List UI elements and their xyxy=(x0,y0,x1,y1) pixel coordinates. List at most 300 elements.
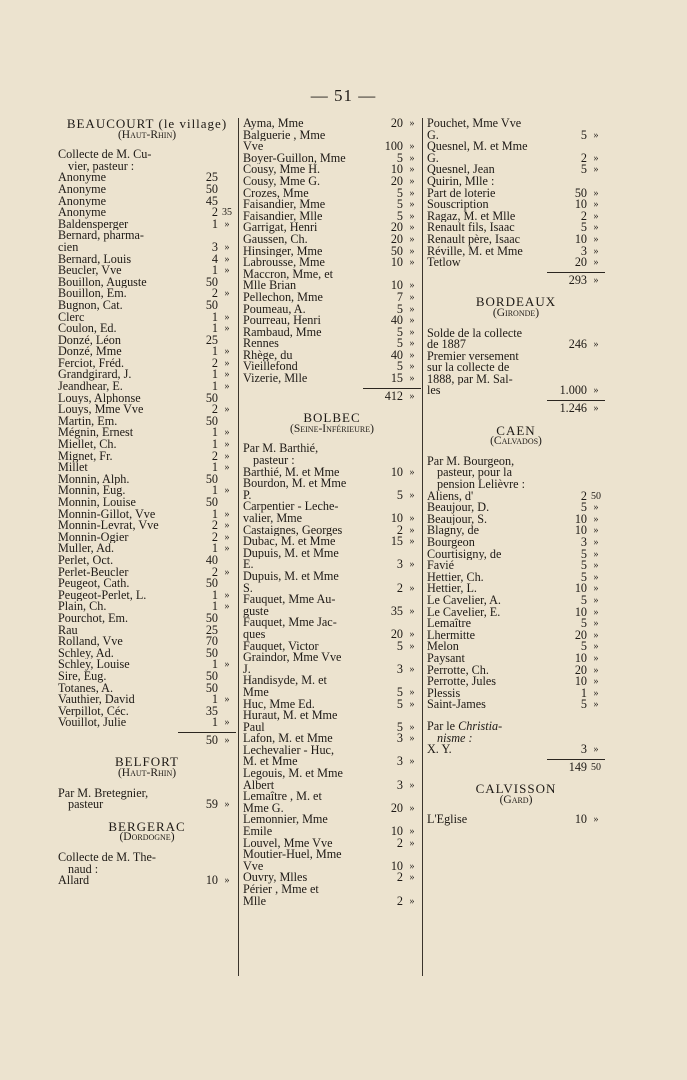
section-heading: CAEN xyxy=(496,422,536,438)
donor-name: Pourchot, Em. xyxy=(58,612,129,625)
donor-name: Rennes xyxy=(243,338,279,350)
donor-name: Monnin-Ogier xyxy=(58,531,129,544)
section-region: (Haut-Rhin) xyxy=(117,128,177,141)
amount-centimes: » xyxy=(224,311,230,323)
donor-name: Donzé, Léon xyxy=(58,334,121,347)
amount-francs: 5 xyxy=(580,162,587,177)
donor-row xyxy=(427,199,605,211)
amount-centimes: » xyxy=(224,357,230,369)
donor-row xyxy=(243,487,421,502)
donor-row xyxy=(58,497,236,509)
amount-centimes: » xyxy=(593,618,599,630)
amount-francs: 5 xyxy=(396,487,403,502)
amount-francs: 5 xyxy=(580,616,587,631)
section-total: 1.246 » xyxy=(547,400,605,415)
donor-name: Bourgeon xyxy=(427,537,475,549)
amount-francs: 1.000 xyxy=(559,383,587,398)
section-heading: BOLBEC xyxy=(303,410,361,426)
amount-francs: 7 xyxy=(396,289,403,304)
amount-francs: 1 xyxy=(211,425,218,440)
donor-row xyxy=(243,745,421,757)
amount-francs: 10 xyxy=(574,511,587,526)
section-region: (Dordogne) xyxy=(119,831,175,844)
amount-francs: 5 xyxy=(396,324,403,339)
donor-row xyxy=(243,872,421,884)
amount-francs: 1 xyxy=(211,216,218,231)
amount-centimes: » xyxy=(224,543,230,555)
amount-centimes: » xyxy=(593,629,599,641)
donor-name: Beaujour, D. xyxy=(427,502,490,514)
donor-row: Allard 10 » xyxy=(58,873,230,888)
amount-centimes: » xyxy=(224,659,230,671)
donor-name: de 1887 xyxy=(427,339,466,351)
amount-francs: 5 xyxy=(580,127,587,142)
donor-name: Lemaître , M. et xyxy=(243,791,322,803)
amount-francs: 1 xyxy=(211,599,218,614)
amount-centimes: » xyxy=(409,605,415,617)
amount-centimes: » xyxy=(593,245,599,257)
amount-centimes: » xyxy=(593,502,599,514)
amount-francs: 1 xyxy=(211,460,218,475)
donor-name: Dupuis, M. et Mme xyxy=(243,547,339,560)
donor-row xyxy=(58,230,236,242)
donor-row xyxy=(243,603,421,618)
amount-centimes: » xyxy=(224,323,230,335)
donor-name: Donzé, Mme xyxy=(58,346,122,358)
donor-name: Souscription xyxy=(427,199,489,211)
amount-francs: 50 xyxy=(205,680,218,695)
amount-francs: 100 xyxy=(384,139,403,154)
donor-row xyxy=(58,506,236,521)
amount-francs: 25 xyxy=(205,622,218,637)
donor-row xyxy=(243,733,421,745)
amount-francs: 35 xyxy=(390,603,403,618)
donor-name: Beucler, Vve xyxy=(58,265,122,277)
donor-row xyxy=(243,638,421,653)
donor-name: Barthié, M. et Mme xyxy=(243,466,340,479)
amount-centimes: » xyxy=(224,566,230,578)
donor-name: Monnin, Louise xyxy=(58,497,136,509)
section-total: 149 50 xyxy=(547,759,605,774)
amount-centimes: » xyxy=(224,450,230,462)
donor-name: Perrotte, Jules xyxy=(427,676,497,688)
amount-francs: 3 xyxy=(396,557,403,572)
amount-francs: 5 xyxy=(396,185,403,200)
donor-name: Rau xyxy=(58,624,78,637)
donor-name: Blagny, de xyxy=(427,525,480,537)
amount-francs: 5 xyxy=(580,569,587,584)
donor-name: Graindor, Mme Vve xyxy=(243,652,342,664)
amount-francs: 1 xyxy=(211,715,218,730)
amount-francs: 50 xyxy=(205,390,218,405)
amount-francs: 20 xyxy=(390,116,403,130)
donor-name: sur la collecte de xyxy=(427,362,510,374)
amount-francs: 5 xyxy=(396,719,403,734)
section-total: 50 » xyxy=(178,732,236,747)
amount-francs: 1 xyxy=(211,263,218,278)
donor-row xyxy=(58,239,236,254)
donor-name: Beaujour, S. xyxy=(427,513,488,526)
donor-name: Dupuis, M. et Mme xyxy=(243,570,339,583)
donor-row xyxy=(58,332,236,347)
amount-francs: 2 xyxy=(211,205,218,220)
amount-centimes: » xyxy=(409,199,415,211)
amount-francs: 20 xyxy=(390,800,403,815)
donor-row xyxy=(427,385,605,397)
amount-centimes: » xyxy=(409,291,415,303)
donor-name: Jeandhear, E. xyxy=(58,381,123,393)
amount-centimes: » xyxy=(409,686,415,698)
donor-name: Saint-James xyxy=(427,699,486,711)
amount-centimes: » xyxy=(409,628,415,640)
amount-centimes: » xyxy=(593,571,599,583)
amount-francs: 2 xyxy=(211,448,218,463)
donor-row xyxy=(58,390,236,405)
donor-name: Mlle xyxy=(243,895,267,908)
donor-name: Paysant xyxy=(427,652,465,665)
amount-francs: 10 xyxy=(574,604,587,619)
donor-name: Plessis xyxy=(427,687,461,700)
donor-row xyxy=(243,464,421,479)
amount-centimes: 35 xyxy=(222,207,232,219)
collecte-intro: Collecte de M. Cu- xyxy=(58,147,152,162)
amount-francs: 50 xyxy=(205,297,218,312)
donor-row xyxy=(427,525,605,537)
donor-name: Réville, M. et Mme xyxy=(427,245,523,258)
donor-row xyxy=(427,604,605,619)
amount-centimes: » xyxy=(593,257,599,269)
amount-francs: 2 xyxy=(396,580,403,595)
amount-centimes: » xyxy=(593,687,599,699)
donor-name: Tetlow xyxy=(427,257,461,269)
amount-francs: 2 xyxy=(580,488,587,503)
amount-francs: 40 xyxy=(205,552,218,567)
donor-name: Emile xyxy=(243,826,273,838)
donor-name: Totanes, A. xyxy=(58,682,113,695)
donor-row xyxy=(243,777,421,792)
amount-francs: 1 xyxy=(211,692,218,707)
donor-name: Ouvry, Mlles xyxy=(243,872,308,884)
amount-centimes: » xyxy=(409,559,415,571)
donor-name: G. xyxy=(427,152,439,165)
donor-name: Vizerie, Mlle xyxy=(243,373,308,385)
amount-francs: 50 xyxy=(205,413,218,428)
donor-name: Périer , Mme et xyxy=(243,884,319,896)
donor-row xyxy=(427,488,605,503)
collecte-intro: Collecte de M. The- xyxy=(58,850,156,865)
donor-name: Labrousse, Mme xyxy=(243,257,325,269)
amount-centimes: » xyxy=(224,346,230,358)
amount-francs: 10 xyxy=(390,464,403,479)
donor-row xyxy=(58,717,236,729)
donor-row: X. Y. 3 » xyxy=(427,742,599,757)
donor-row xyxy=(427,362,605,374)
amount-francs: 5 xyxy=(396,336,403,351)
amount-francs: 20 xyxy=(574,255,587,270)
amount-centimes: » xyxy=(224,589,230,601)
donor-name: Vieillefond xyxy=(243,361,298,374)
donor-name: Solde de la collecte xyxy=(427,327,523,340)
donor-name: Grandgirard, J. xyxy=(58,369,132,382)
section-heading: BEAUCOURT (le village) xyxy=(66,116,228,131)
donor-row xyxy=(58,587,236,602)
donor-row xyxy=(243,257,421,269)
donor-name: P. xyxy=(243,489,252,502)
amount-centimes: » xyxy=(224,265,230,277)
donor-row xyxy=(427,257,605,269)
donor-name: Crozes, Mme xyxy=(243,187,309,200)
donor-row xyxy=(427,685,605,700)
donor-name: M. et Mme xyxy=(243,756,298,769)
section-total: 293 » xyxy=(547,272,605,287)
amount-francs: 10 xyxy=(390,278,403,293)
amount-francs: 50 xyxy=(205,576,218,591)
amount-centimes: » xyxy=(409,210,415,222)
donor-name: Louys, Alphonse xyxy=(58,392,141,405)
amount-centimes: » xyxy=(224,439,230,451)
amount-francs: 1 xyxy=(211,541,218,556)
donor-row xyxy=(243,884,421,896)
amount-francs: 2 xyxy=(211,518,218,533)
amount-centimes: » xyxy=(409,315,415,327)
amount-francs: 5 xyxy=(580,639,587,654)
amount-francs: 50 xyxy=(205,668,218,683)
amount-centimes: » xyxy=(409,152,415,164)
donor-name: Perlet, Oct. xyxy=(58,554,114,567)
amount-centimes: » xyxy=(409,222,415,234)
donor-row xyxy=(243,893,421,908)
donor-name: Lafon, M. et Mme xyxy=(243,733,333,745)
donor-name: Faisandier, Mlle xyxy=(243,210,323,223)
donor-row xyxy=(243,118,421,130)
donor-row xyxy=(58,552,236,567)
donor-row xyxy=(58,703,236,718)
donor-row xyxy=(243,559,421,571)
amount-centimes: » xyxy=(224,241,230,253)
amount-centimes: » xyxy=(409,187,415,199)
amount-centimes: » xyxy=(409,233,415,245)
donor-name: Sire, Eug. xyxy=(58,670,107,683)
amount-centimes: » xyxy=(409,779,415,791)
donor-name: Ayma, Mme xyxy=(243,118,304,130)
amount-francs: 40 xyxy=(390,347,403,362)
donor-row xyxy=(243,289,421,304)
amount-francs: 1 xyxy=(211,483,218,498)
amount-centimes: » xyxy=(409,118,415,129)
donor-name: Monnin, Eug. xyxy=(58,485,126,497)
donor-name: Pourreau, Henri xyxy=(243,315,321,327)
amount-centimes: » xyxy=(409,640,415,652)
donor-name: Mme G. xyxy=(243,802,284,815)
donor-name: Albert xyxy=(243,779,275,792)
donor-row xyxy=(58,413,236,428)
amount-francs: 3 xyxy=(211,239,218,254)
donor-name: Lechevalier - Huc, xyxy=(243,744,335,757)
amount-francs: 5 xyxy=(580,546,587,561)
donor-list xyxy=(427,488,605,712)
section-heading: BORDEAUX xyxy=(475,294,557,310)
amount-centimes: » xyxy=(593,210,599,222)
amount-francs: 10 xyxy=(574,523,587,538)
donor-row xyxy=(243,800,421,815)
donor-name: Ragaz, M. et Mlle xyxy=(427,210,516,223)
amount-francs: 2 xyxy=(396,522,403,537)
donor-name: Huc, Mme Ed. xyxy=(243,698,315,711)
donor-row xyxy=(427,627,605,642)
amount-centimes: » xyxy=(593,594,599,606)
donor-name: Huraut, M. et Mme xyxy=(243,710,338,722)
donor-row: pasteur 59 » xyxy=(68,797,230,812)
donor-name: Quesnel, Jean xyxy=(427,164,495,176)
donor-row xyxy=(243,185,421,200)
donor-row xyxy=(58,297,236,312)
donor-row xyxy=(243,324,421,339)
amount-centimes: » xyxy=(224,369,230,381)
amount-francs: 2 xyxy=(396,835,403,850)
amount-centimes: » xyxy=(593,222,599,234)
section-region: (Haut-Rhin) xyxy=(117,767,177,780)
amount-centimes: » xyxy=(593,199,599,211)
amount-francs: 5 xyxy=(580,500,587,515)
amount-francs: 1 xyxy=(211,657,218,672)
amount-francs: 10 xyxy=(574,674,587,689)
donor-name: Quesnel, M. et Mme xyxy=(427,141,528,153)
amount-centimes: » xyxy=(224,485,230,497)
amount-centimes: » xyxy=(593,676,599,688)
donor-name: Monnin-Gillot, Vve xyxy=(58,508,156,521)
amount-centimes: 50 xyxy=(591,490,601,502)
collecte-intro: pasteur : xyxy=(253,453,295,468)
amount-centimes: » xyxy=(224,253,230,265)
amount-centimes: » xyxy=(409,860,415,872)
amount-centimes: » xyxy=(409,837,415,849)
amount-francs: 2 xyxy=(211,402,218,417)
donor-name: Part de loterie xyxy=(427,187,496,200)
amount-centimes: » xyxy=(593,641,599,653)
donor-row xyxy=(58,578,236,590)
amount-centimes: » xyxy=(409,895,415,907)
amount-centimes: » xyxy=(224,427,230,439)
donor-name: Louvel, Mme Vve xyxy=(243,837,333,850)
donor-row: L'Eglise 10 » xyxy=(427,812,599,827)
donor-row xyxy=(58,346,236,358)
amount-centimes: » xyxy=(409,280,415,292)
amount-centimes: » xyxy=(409,257,415,269)
donor-name: Le Cavelier, E. xyxy=(427,606,501,619)
amount-centimes: » xyxy=(409,826,415,838)
amount-francs: 3 xyxy=(396,754,403,769)
donor-row xyxy=(243,858,421,873)
collecte-intro: vier, pasteur : xyxy=(68,158,135,173)
column-3 xyxy=(427,118,605,826)
amount-francs: 10 xyxy=(390,511,403,525)
donor-row xyxy=(243,652,421,664)
amount-centimes: » xyxy=(409,721,415,733)
donor-name: ques xyxy=(243,628,266,641)
amount-francs: 1 xyxy=(211,506,218,521)
donor-row xyxy=(427,583,605,595)
donor-name: Bernard, Louis xyxy=(58,253,132,266)
collecte-intro: Par M. Barthié, xyxy=(243,441,319,456)
column-rule xyxy=(238,118,239,976)
amount-francs: 45 xyxy=(205,193,218,208)
collecte-intro: Par le Christia- xyxy=(427,718,503,733)
donor-row xyxy=(243,626,421,641)
donor-row xyxy=(243,768,421,780)
donor-name: Legouis, M. et Mme xyxy=(243,768,343,780)
column-rule xyxy=(422,118,423,976)
amount-centimes: » xyxy=(409,245,415,257)
amount-centimes: » xyxy=(409,326,415,338)
amount-francs: 50 xyxy=(205,181,218,196)
section-heading: BERGERAC xyxy=(108,818,186,834)
donor-name: Gaussen, Ch. xyxy=(243,233,308,246)
amount-centimes: » xyxy=(593,664,599,676)
donor-name: Vve xyxy=(243,141,264,153)
donor-name: Louys, Mme Vve xyxy=(58,404,144,416)
amount-francs: 246 xyxy=(568,337,587,352)
collecte-intro: Par M. Bretegnier, xyxy=(58,785,149,800)
amount-francs: 5 xyxy=(580,220,587,235)
donor-row xyxy=(243,719,421,734)
amount-francs: 3 xyxy=(396,777,403,792)
donor-name: Monnin, Alph. xyxy=(58,473,130,486)
amount-francs: 5 xyxy=(396,359,403,374)
donor-name: S. xyxy=(243,582,253,595)
donor-name: Monnin-Levrat, Vve xyxy=(58,520,159,532)
amount-francs: 2 xyxy=(211,564,218,579)
amount-francs: 3 xyxy=(396,731,403,746)
amount-francs: 70 xyxy=(205,634,218,649)
donor-row xyxy=(243,315,421,327)
amount-francs: 10 xyxy=(390,255,403,270)
amount-francs: 20 xyxy=(574,662,587,677)
donor-name: Mme xyxy=(243,686,269,699)
donor-name: Favié xyxy=(427,560,455,572)
donor-row xyxy=(58,216,236,231)
amount-francs: 35 xyxy=(205,703,218,718)
donor-row xyxy=(243,756,421,768)
donor-row xyxy=(58,369,236,381)
donor-name: Renault père, Isaac xyxy=(427,233,521,246)
amount-francs: 5 xyxy=(580,592,587,607)
amount-francs: 25 xyxy=(205,332,218,347)
donor-row xyxy=(58,645,236,660)
amount-centimes: » xyxy=(224,462,230,474)
amount-centimes: » xyxy=(409,489,415,501)
amount-centimes: » xyxy=(224,404,230,416)
donor-name: Poumeau, A. xyxy=(243,303,306,316)
donor-name: Schley, Louise xyxy=(58,659,130,671)
donor-name: Coulon, Ed. xyxy=(58,323,117,335)
donor-name: Quirin, Mlle : xyxy=(427,175,495,188)
donor-name: Melon xyxy=(427,641,459,653)
amount-francs: 25 xyxy=(205,170,218,185)
donor-name: les xyxy=(427,385,441,398)
amount-centimes: » xyxy=(593,583,599,595)
amount-francs: 15 xyxy=(390,534,403,549)
amount-francs: 2 xyxy=(211,355,218,370)
donor-row xyxy=(58,439,236,451)
donor-name: Lhermitte xyxy=(427,629,476,642)
donor-name: Hinsinger, Mme xyxy=(243,245,323,258)
amount-francs: 5 xyxy=(396,696,403,711)
collecte-intro: pasteur, pour la xyxy=(437,465,512,480)
donor-name: Peugeot-Perlet, L. xyxy=(58,589,147,602)
donor-name: Pellechon, Mme xyxy=(243,291,323,304)
amount-centimes: » xyxy=(409,698,415,710)
donor-row xyxy=(58,355,236,370)
